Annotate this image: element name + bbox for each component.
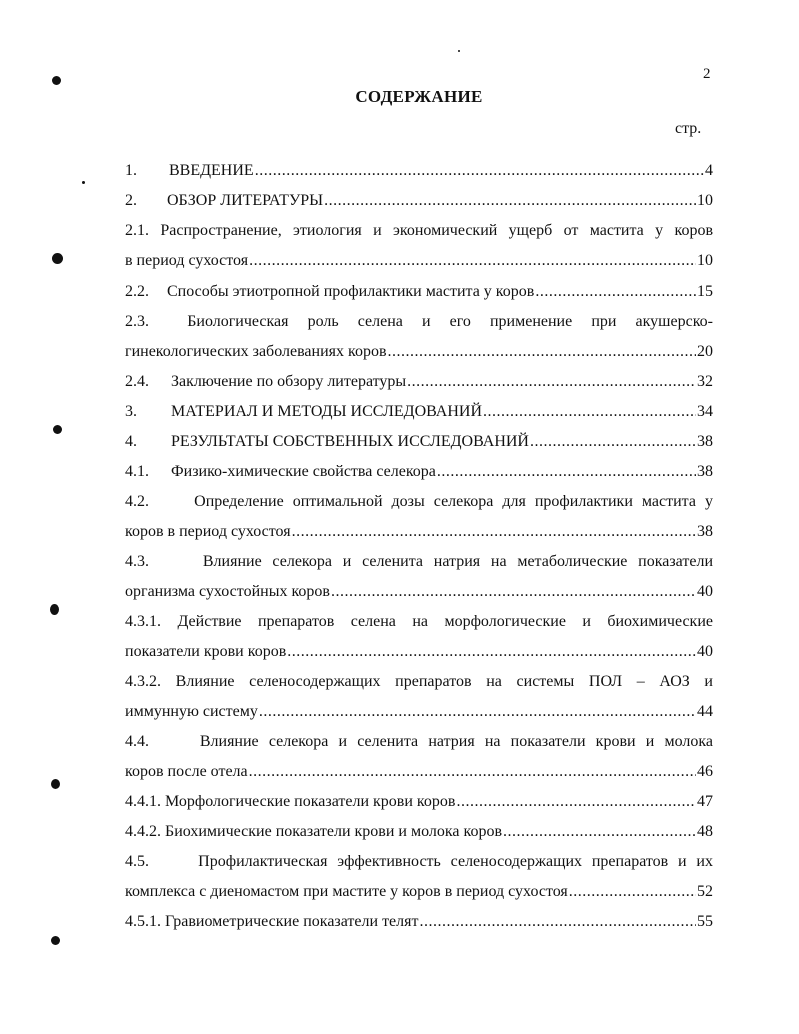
toc-entry-number: 4.1. (125, 463, 149, 480)
toc-entry-title: в период сухостоя (125, 252, 249, 269)
toc-entry-title: иммунную систему (125, 703, 258, 720)
leader-dots (437, 463, 696, 481)
toc-entry-title: коров в период сухостоя (125, 523, 291, 540)
toc-entry-title: коров после отела (125, 763, 248, 780)
toc-entry-page: 44 (697, 703, 713, 720)
toc-entry-page: 38 (697, 463, 713, 480)
scan-mark (51, 779, 60, 789)
toc-entry-title: Влияние селекора и селенита натрия на показатели крови и молока (199, 733, 714, 750)
toc-entry (125, 913, 713, 931)
toc-entry (125, 433, 713, 451)
leader-dots (456, 793, 696, 811)
toc-entry-page: 10 (697, 252, 713, 269)
toc-entry-title: ОБЗОР ЛИТЕРАТУРЫ (167, 192, 324, 209)
scan-mark (50, 604, 59, 615)
toc-entry (125, 613, 713, 631)
toc-entry-number: 4.4. (125, 733, 149, 750)
leader-dots (249, 252, 696, 270)
toc-entry-title: Физико-химические свойства селекора (171, 463, 436, 480)
toc-entry-page: 10 (697, 192, 713, 209)
toc-entry-number: 4.3. (125, 553, 149, 570)
toc-entry (125, 793, 713, 811)
toc-entry-number: 4.4.1. (125, 793, 161, 810)
leader-dots (407, 373, 696, 391)
toc-entry-number: 4.3.1. (125, 613, 161, 630)
toc-entry (125, 373, 713, 391)
toc-entry-number: 4.3.2. (125, 673, 161, 690)
page-number: 2 (703, 66, 711, 82)
leader-dots (259, 703, 696, 721)
toc-entry-title: Влияние селекора и селенита натрия на метаболические показатели (202, 553, 714, 570)
toc-entry-title: Действие препаратов селена на морфологические и биохимические (177, 613, 713, 630)
toc-entry (125, 162, 713, 180)
toc-entry-number: 4.2. (125, 493, 149, 510)
toc-entry-page: 32 (697, 373, 713, 390)
toc-entry (125, 823, 713, 841)
page-title: СОДЕРЖАНИЕ (355, 87, 483, 106)
toc-entry-title: МАТЕРИАЛ И МЕТОДЫ ИССЛЕДОВАНИЙ (171, 403, 482, 420)
toc-entry-page: 20 (697, 343, 713, 360)
toc-entry-page: 48 (697, 823, 713, 840)
toc-entry-number: 1. (125, 162, 137, 179)
leader-dots (255, 162, 704, 180)
toc-entry-title: комплекса с диеномастом при мастите у коров в период сухостоя (125, 883, 568, 900)
toc-entry-title: показатели крови коров (125, 643, 287, 660)
toc-entry (125, 673, 713, 691)
toc-entry-page: 40 (697, 583, 713, 600)
page-column-label: стр. (675, 120, 702, 137)
toc-entry (125, 853, 713, 871)
toc-entry-page: 38 (697, 523, 713, 540)
toc-entry-title: ВВЕДЕНИЕ (169, 162, 254, 179)
scan-mark (51, 936, 60, 945)
leader-dots (331, 583, 696, 601)
toc-entry-continuation (125, 583, 713, 601)
toc-entry-page: 55 (697, 913, 713, 930)
toc-entry-title: Распространение, этиология и экономический ущерб от мастита у коров (160, 222, 714, 239)
leader-dots (292, 523, 696, 541)
toc-entry-number: 2.1. (125, 222, 149, 239)
leader-dots (483, 403, 696, 421)
toc-entry-title: гинекологических заболеваниях коров (125, 343, 387, 360)
toc-entry (125, 553, 713, 571)
leader-dots (420, 913, 697, 931)
toc-entry (125, 283, 713, 301)
toc-entry-title: Морфологические показатели крови коров (165, 793, 456, 810)
toc-entry-title: Заключение по обзору литературы (171, 373, 407, 390)
toc-entry-number: 3. (125, 403, 137, 420)
toc-entry (125, 192, 713, 210)
scan-mark (458, 50, 460, 52)
toc-entry-page: 38 (697, 433, 713, 450)
toc-entry-title: организма сухостойных коров (125, 583, 330, 600)
toc-entry-title: Способы этиотропной профилактики мастита у коров (167, 283, 535, 300)
toc-entry-title: Определение оптимальной дозы селекора для профилактики мастита у (194, 493, 714, 510)
toc-entry-continuation (125, 252, 713, 270)
toc-entry (125, 733, 713, 751)
toc-entry (125, 222, 713, 240)
leader-dots (388, 343, 696, 361)
leader-dots (503, 823, 696, 841)
toc-entry-number: 2.4. (125, 373, 149, 390)
toc-entry-title: РЕЗУЛЬТАТЫ СОБСТВЕННЫХ ИССЛЕДОВАНИЙ (171, 433, 529, 450)
leader-dots (324, 192, 696, 210)
toc-entry-page: 34 (697, 403, 713, 420)
toc-entry-title: Профилактическая эффективность селеносодержащих препаратов и их (198, 853, 713, 870)
toc-entry-continuation (125, 883, 713, 901)
scan-mark (53, 425, 62, 434)
toc-entry-title: Влияние селеносодержащих препаратов на системы ПОЛ – АОЗ и (175, 673, 713, 690)
scan-mark (52, 253, 63, 264)
leader-dots (530, 433, 696, 451)
toc-entry-continuation (125, 523, 713, 541)
toc-entry (125, 403, 713, 421)
toc-entry-page: 52 (697, 883, 713, 900)
toc-entry-continuation (125, 343, 713, 361)
scan-mark (82, 181, 85, 184)
toc-entry-page: 46 (697, 763, 713, 780)
scan-mark (52, 76, 61, 85)
leader-dots (249, 763, 696, 781)
leader-dots (287, 643, 696, 661)
toc-entry-page: 47 (697, 793, 713, 810)
toc-entry-number: 4.5.1. (125, 913, 161, 930)
toc-entry-page: 4 (705, 162, 713, 179)
toc-entry-continuation (125, 643, 713, 661)
toc-entry (125, 463, 713, 481)
toc-entry-number: 4. (125, 433, 137, 450)
leader-dots (569, 883, 696, 901)
toc-entry-continuation (125, 763, 713, 781)
toc-entry-title: Биохимические показатели крови и молока коров (165, 823, 503, 840)
leader-dots (535, 283, 696, 301)
toc-entry-number: 4.4.2. (125, 823, 161, 840)
toc-entry-number: 2.2. (125, 283, 149, 300)
toc-entry-continuation (125, 703, 713, 721)
toc-entry-title: Биологическая роль селена и его применение при акушерско- (187, 313, 713, 330)
toc-entry (125, 493, 713, 511)
toc-entry (125, 313, 713, 331)
toc-entry-number: 2.3. (125, 313, 149, 330)
toc-entry-title: Гравиометрические показатели телят (165, 913, 419, 930)
toc-entry-number: 4.5. (125, 853, 149, 870)
toc-entry-page: 15 (697, 283, 713, 300)
toc-entry-page: 40 (697, 643, 713, 660)
toc-entry-number: 2. (125, 192, 137, 209)
